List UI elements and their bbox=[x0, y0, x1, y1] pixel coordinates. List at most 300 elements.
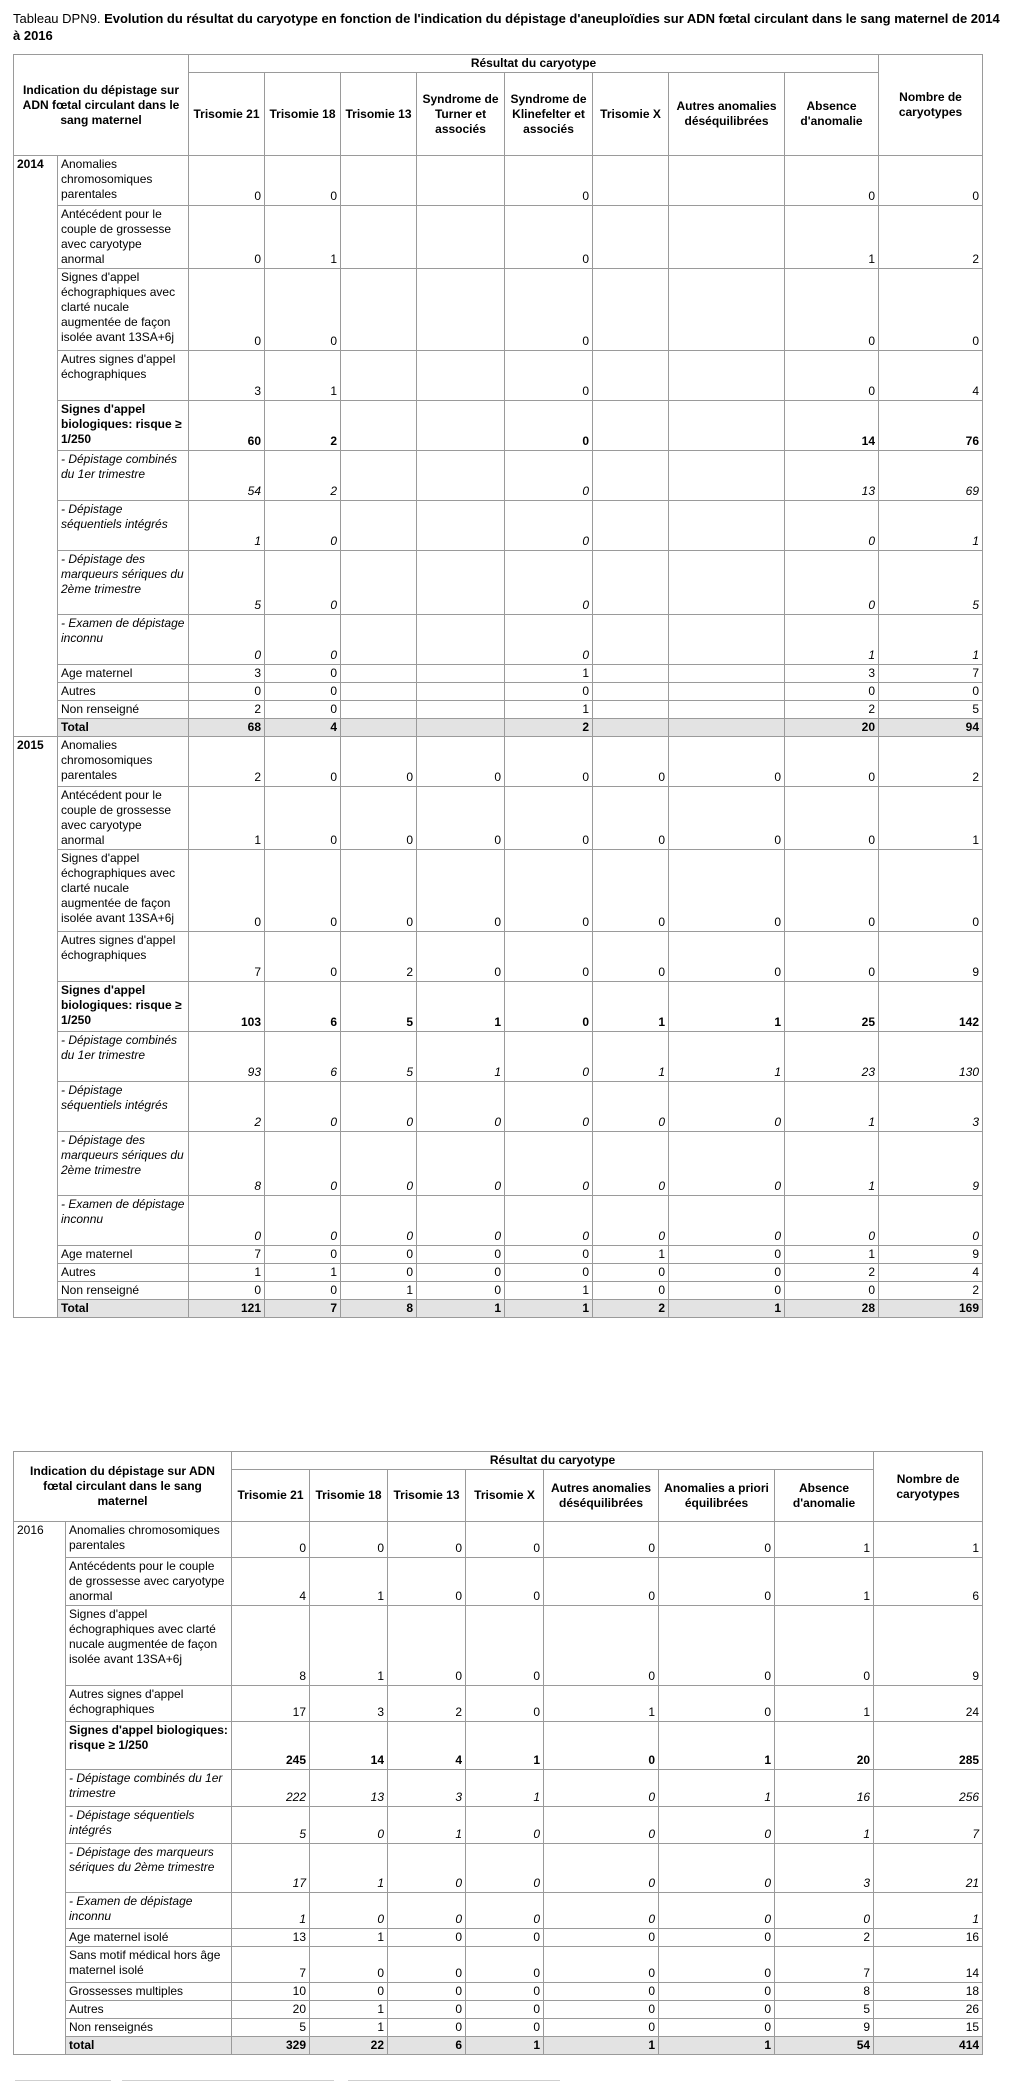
indication-label: Autres bbox=[58, 683, 189, 701]
value-cell: 0 bbox=[388, 1893, 466, 1929]
column-header: Syndrome de Klinefelter et associés bbox=[505, 73, 593, 156]
value-cell: 1 bbox=[310, 1929, 388, 1947]
value-cell: 0 bbox=[544, 1558, 659, 1606]
value-cell: 0 bbox=[189, 850, 265, 932]
row-total-cell: 3 bbox=[879, 1082, 983, 1132]
value-cell: 0 bbox=[669, 737, 785, 787]
value-cell: 0 bbox=[417, 850, 505, 932]
value-cell: 2 bbox=[775, 1929, 874, 1947]
value-cell: 0 bbox=[785, 737, 879, 787]
value-cell: 0 bbox=[669, 1196, 785, 1246]
table-row bbox=[14, 1282, 983, 1300]
row-total-cell: 9 bbox=[874, 1606, 983, 1686]
value-cell bbox=[593, 401, 669, 451]
value-cell: 1 bbox=[310, 2001, 388, 2019]
value-cell: 0 bbox=[417, 787, 505, 850]
row-total-cell: 414 bbox=[874, 2037, 983, 2055]
caption-label: Tableau DPN9. bbox=[13, 11, 101, 26]
value-cell: 0 bbox=[505, 1246, 593, 1264]
row-total-cell: 18 bbox=[874, 1983, 983, 2001]
indication-label: Anomalies chromosomiques parentales bbox=[66, 1522, 232, 1558]
value-cell: 0 bbox=[593, 1082, 669, 1132]
value-cell bbox=[341, 206, 417, 269]
table-row bbox=[14, 501, 983, 551]
value-cell bbox=[593, 615, 669, 665]
row-total-cell: 15 bbox=[874, 2019, 983, 2037]
value-cell: 0 bbox=[544, 2001, 659, 2019]
value-cell: 0 bbox=[341, 1132, 417, 1196]
value-cell: 1 bbox=[659, 2037, 775, 2055]
row-total-cell: 21 bbox=[874, 1844, 983, 1893]
column-header: Trisomie 18 bbox=[265, 73, 341, 156]
indication-label: - Dépistage des marqueurs sériques du 2ème trimestre bbox=[58, 1132, 189, 1196]
table-row bbox=[14, 1844, 983, 1893]
indication-label: Signes d'appel échographiques avec clarté nucale augmentée de façon isolée avant 13SA+6j bbox=[66, 1606, 232, 1686]
indication-label: - Examen de dépistage inconnu bbox=[58, 615, 189, 665]
row-total-cell: 256 bbox=[874, 1770, 983, 1807]
value-cell: 0 bbox=[388, 1929, 466, 1947]
value-cell: 0 bbox=[505, 1196, 593, 1246]
column-header: Autres anomalies déséquilibrées bbox=[669, 73, 785, 156]
value-cell: 0 bbox=[466, 1983, 544, 2001]
value-cell bbox=[593, 501, 669, 551]
value-cell: 16 bbox=[775, 1770, 874, 1807]
value-cell: 60 bbox=[189, 401, 265, 451]
table-row bbox=[14, 1686, 983, 1722]
indication-header: Indication du dépistage sur ADN fœtal circulant dans le sang maternel bbox=[14, 1452, 232, 1522]
value-cell: 1 bbox=[669, 1032, 785, 1082]
row-total-cell: 0 bbox=[879, 156, 983, 206]
table-row bbox=[14, 401, 983, 451]
row-total-cell: 0 bbox=[879, 1196, 983, 1246]
year-cell: 2014 bbox=[14, 156, 58, 737]
value-cell: 0 bbox=[544, 1606, 659, 1686]
value-cell: 0 bbox=[466, 1893, 544, 1929]
value-cell: 0 bbox=[388, 1558, 466, 1606]
value-cell: 2 bbox=[189, 1082, 265, 1132]
value-cell bbox=[417, 683, 505, 701]
value-cell: 1 bbox=[466, 2037, 544, 2055]
value-cell: 0 bbox=[593, 1282, 669, 1300]
value-cell: 0 bbox=[785, 501, 879, 551]
value-cell: 0 bbox=[417, 1282, 505, 1300]
indication-label: Anomalies chromosomiques parentales bbox=[58, 156, 189, 206]
value-cell bbox=[417, 206, 505, 269]
value-cell bbox=[341, 269, 417, 351]
row-total-cell: 1 bbox=[879, 787, 983, 850]
value-cell: 0 bbox=[669, 1132, 785, 1196]
footer-divider bbox=[348, 2080, 560, 2081]
table-row bbox=[14, 351, 983, 401]
value-cell: 2 bbox=[189, 701, 265, 719]
value-cell: 2 bbox=[388, 1686, 466, 1722]
indication-label: - Dépistage séquentiels intégrés bbox=[66, 1807, 232, 1844]
value-cell: 0 bbox=[310, 1983, 388, 2001]
row-total-cell: 0 bbox=[879, 269, 983, 351]
value-cell: 0 bbox=[544, 1770, 659, 1807]
value-cell: 1 bbox=[593, 1032, 669, 1082]
indication-label: Total bbox=[58, 719, 189, 737]
table-row bbox=[14, 1082, 983, 1132]
value-cell: 1 bbox=[593, 982, 669, 1032]
value-cell: 14 bbox=[785, 401, 879, 451]
value-cell: 0 bbox=[466, 1686, 544, 1722]
value-cell: 0 bbox=[189, 615, 265, 665]
value-cell bbox=[341, 551, 417, 615]
value-cell: 0 bbox=[505, 932, 593, 982]
value-cell: 0 bbox=[265, 932, 341, 982]
row-total-cell: 7 bbox=[879, 665, 983, 683]
table-row bbox=[14, 615, 983, 665]
column-header: Trisomie X bbox=[466, 1470, 544, 1522]
row-total-cell: 9 bbox=[879, 932, 983, 982]
value-cell: 10 bbox=[232, 1983, 310, 2001]
table-row bbox=[14, 1196, 983, 1246]
column-header: Trisomie 21 bbox=[232, 1470, 310, 1522]
value-cell: 0 bbox=[669, 1082, 785, 1132]
row-total-cell: 1 bbox=[879, 501, 983, 551]
value-cell bbox=[593, 351, 669, 401]
value-cell: 1 bbox=[785, 1246, 879, 1264]
indication-label: - Dépistage des marqueurs sériques du 2ème trimestre bbox=[58, 551, 189, 615]
value-cell: 0 bbox=[505, 1132, 593, 1196]
value-cell: 54 bbox=[775, 2037, 874, 2055]
value-cell: 1 bbox=[505, 1282, 593, 1300]
row-total-cell: 69 bbox=[879, 451, 983, 501]
value-cell: 13 bbox=[785, 451, 879, 501]
row-total-cell: 76 bbox=[879, 401, 983, 451]
value-cell: 0 bbox=[544, 1929, 659, 1947]
value-cell bbox=[669, 551, 785, 615]
value-cell: 1 bbox=[775, 1558, 874, 1606]
value-cell: 0 bbox=[417, 1264, 505, 1282]
indication-label: Anomalies chromosomiques parentales bbox=[58, 737, 189, 787]
value-cell: 0 bbox=[388, 1947, 466, 1983]
value-cell: 0 bbox=[785, 787, 879, 850]
value-cell: 1 bbox=[466, 1770, 544, 1807]
value-cell: 0 bbox=[265, 1246, 341, 1264]
table-row bbox=[14, 2001, 983, 2019]
value-cell: 1 bbox=[659, 1722, 775, 1770]
value-cell: 0 bbox=[544, 1722, 659, 1770]
karyotype-table-2014-2015 bbox=[13, 54, 983, 1318]
value-cell: 1 bbox=[417, 982, 505, 1032]
value-cell: 6 bbox=[388, 2037, 466, 2055]
value-cell: 0 bbox=[544, 1947, 659, 1983]
indication-label: Autres signes d'appel échographiques bbox=[66, 1686, 232, 1722]
value-cell: 0 bbox=[265, 501, 341, 551]
value-cell: 0 bbox=[189, 156, 265, 206]
row-total-cell: 130 bbox=[879, 1032, 983, 1082]
value-cell: 3 bbox=[388, 1770, 466, 1807]
value-cell: 0 bbox=[466, 1522, 544, 1558]
value-cell: 4 bbox=[388, 1722, 466, 1770]
value-cell: 329 bbox=[232, 2037, 310, 2055]
value-cell: 0 bbox=[265, 1132, 341, 1196]
value-cell: 0 bbox=[417, 737, 505, 787]
value-cell: 0 bbox=[593, 850, 669, 932]
value-cell: 1 bbox=[189, 501, 265, 551]
value-cell bbox=[669, 351, 785, 401]
value-cell: 0 bbox=[189, 269, 265, 351]
value-cell bbox=[593, 451, 669, 501]
value-cell: 0 bbox=[544, 1807, 659, 1844]
row-total-cell: 142 bbox=[879, 982, 983, 1032]
value-cell: 4 bbox=[265, 719, 341, 737]
row-total-cell: 9 bbox=[879, 1246, 983, 1264]
row-total-cell: 169 bbox=[879, 1300, 983, 1318]
value-cell: 1 bbox=[505, 665, 593, 683]
value-cell: 13 bbox=[232, 1929, 310, 1947]
value-cell: 0 bbox=[659, 1929, 775, 1947]
value-cell: 7 bbox=[265, 1300, 341, 1318]
table-row bbox=[14, 156, 983, 206]
row-total-cell: 2 bbox=[879, 1282, 983, 1300]
year-cell: 2015 bbox=[14, 737, 58, 1318]
value-cell: 0 bbox=[505, 982, 593, 1032]
value-cell: 0 bbox=[466, 2001, 544, 2019]
row-total-cell: 2 bbox=[879, 737, 983, 787]
value-cell: 0 bbox=[785, 683, 879, 701]
column-header: Syndrome de Turner et associés bbox=[417, 73, 505, 156]
value-cell: 0 bbox=[544, 2019, 659, 2037]
table-row bbox=[14, 1558, 983, 1606]
value-cell: 2 bbox=[505, 719, 593, 737]
value-cell: 22 bbox=[310, 2037, 388, 2055]
karyotype-table-2016 bbox=[13, 1451, 983, 2055]
value-cell: 1 bbox=[310, 1844, 388, 1893]
value-cell: 0 bbox=[265, 615, 341, 665]
value-cell bbox=[669, 451, 785, 501]
indication-label: Autres bbox=[58, 1264, 189, 1282]
value-cell: 3 bbox=[189, 351, 265, 401]
value-cell: 2 bbox=[593, 1300, 669, 1318]
table-row bbox=[14, 701, 983, 719]
value-cell: 0 bbox=[593, 737, 669, 787]
value-cell: 5 bbox=[189, 551, 265, 615]
value-cell: 2 bbox=[265, 401, 341, 451]
value-cell: 0 bbox=[775, 1606, 874, 1686]
value-cell bbox=[669, 615, 785, 665]
value-cell: 0 bbox=[593, 1264, 669, 1282]
value-cell: 1 bbox=[341, 1282, 417, 1300]
table-row bbox=[14, 683, 983, 701]
column-header: Absence d'anomalie bbox=[775, 1470, 874, 1522]
table-row bbox=[14, 1606, 983, 1686]
value-cell: 0 bbox=[505, 156, 593, 206]
value-cell: 0 bbox=[310, 1893, 388, 1929]
value-cell: 1 bbox=[310, 1606, 388, 1686]
indication-label: Antécédent pour le couple de grossesse avec caryotype anormal bbox=[58, 787, 189, 850]
table-row bbox=[14, 551, 983, 615]
value-cell: 1 bbox=[189, 787, 265, 850]
value-cell: 0 bbox=[232, 1522, 310, 1558]
value-cell: 5 bbox=[232, 1807, 310, 1844]
indication-label: Antécédents pour le couple de grossesse avec caryotype anormal bbox=[66, 1558, 232, 1606]
value-cell: 0 bbox=[785, 850, 879, 932]
value-cell: 7 bbox=[189, 1246, 265, 1264]
table-row bbox=[14, 1983, 983, 2001]
value-cell: 0 bbox=[669, 932, 785, 982]
value-cell: 3 bbox=[189, 665, 265, 683]
value-cell: 20 bbox=[775, 1722, 874, 1770]
value-cell: 0 bbox=[593, 1196, 669, 1246]
value-cell: 0 bbox=[341, 850, 417, 932]
value-cell bbox=[417, 665, 505, 683]
indication-label: Non renseigné bbox=[58, 701, 189, 719]
value-cell: 2 bbox=[341, 932, 417, 982]
table-row bbox=[14, 1807, 983, 1844]
value-cell: 0 bbox=[659, 1522, 775, 1558]
value-cell bbox=[593, 701, 669, 719]
value-cell bbox=[669, 156, 785, 206]
value-cell: 0 bbox=[659, 1807, 775, 1844]
value-cell bbox=[669, 683, 785, 701]
value-cell: 0 bbox=[505, 351, 593, 401]
value-cell: 1 bbox=[775, 1522, 874, 1558]
indication-label: Autres signes d'appel échographiques bbox=[58, 932, 189, 982]
value-cell bbox=[593, 719, 669, 737]
value-cell: 3 bbox=[310, 1686, 388, 1722]
row-total-cell: 2 bbox=[879, 206, 983, 269]
row-total-cell: 285 bbox=[874, 1722, 983, 1770]
value-cell: 9 bbox=[775, 2019, 874, 2037]
value-cell: 6 bbox=[265, 982, 341, 1032]
value-cell: 0 bbox=[341, 737, 417, 787]
table-row bbox=[14, 2019, 983, 2037]
value-cell: 68 bbox=[189, 719, 265, 737]
value-cell: 0 bbox=[265, 701, 341, 719]
value-cell: 20 bbox=[785, 719, 879, 737]
value-cell bbox=[593, 683, 669, 701]
value-cell: 0 bbox=[785, 351, 879, 401]
value-cell bbox=[593, 665, 669, 683]
value-cell: 1 bbox=[785, 206, 879, 269]
table-row bbox=[14, 1032, 983, 1082]
column-header: Trisomie 13 bbox=[341, 73, 417, 156]
value-cell: 0 bbox=[388, 1522, 466, 1558]
indication-header: Indication du dépistage sur ADN fœtal circulant dans le sang maternel bbox=[14, 55, 189, 156]
value-cell: 0 bbox=[310, 1807, 388, 1844]
indication-label: total bbox=[66, 2037, 232, 2055]
value-cell: 0 bbox=[189, 1196, 265, 1246]
value-cell bbox=[417, 701, 505, 719]
table-row bbox=[14, 1947, 983, 1983]
row-total-cell: 4 bbox=[879, 351, 983, 401]
value-cell: 1 bbox=[417, 1032, 505, 1082]
value-cell: 0 bbox=[669, 850, 785, 932]
column-header: Absence d'anomalie bbox=[785, 73, 879, 156]
row-total-cell: 5 bbox=[879, 551, 983, 615]
table-row bbox=[14, 1929, 983, 1947]
value-cell: 0 bbox=[544, 1844, 659, 1893]
row-total-cell: 14 bbox=[874, 1947, 983, 1983]
value-cell: 6 bbox=[265, 1032, 341, 1082]
value-cell: 0 bbox=[466, 2019, 544, 2037]
value-cell: 5 bbox=[341, 982, 417, 1032]
indication-label: - Dépistage des marqueurs sériques du 2ème trimestre bbox=[66, 1844, 232, 1893]
value-cell: 0 bbox=[659, 1893, 775, 1929]
table-row bbox=[14, 1522, 983, 1558]
row-total-cell: 94 bbox=[879, 719, 983, 737]
table-row bbox=[14, 206, 983, 269]
value-cell: 5 bbox=[341, 1032, 417, 1082]
value-cell bbox=[341, 501, 417, 551]
value-cell: 0 bbox=[593, 1132, 669, 1196]
value-cell bbox=[417, 269, 505, 351]
value-cell: 0 bbox=[505, 551, 593, 615]
value-cell: 17 bbox=[232, 1844, 310, 1893]
row-total-cell: 7 bbox=[874, 1807, 983, 1844]
value-cell: 1 bbox=[775, 1807, 874, 1844]
value-cell: 0 bbox=[659, 1947, 775, 1983]
value-cell bbox=[417, 156, 505, 206]
indication-label: Signes d'appel échographiques avec clarté nucale augmentée de façon isolée avant 13SA+6j bbox=[58, 269, 189, 351]
value-cell: 25 bbox=[785, 982, 879, 1032]
value-cell: 1 bbox=[232, 1893, 310, 1929]
value-cell: 54 bbox=[189, 451, 265, 501]
value-cell: 0 bbox=[659, 2019, 775, 2037]
value-cell: 0 bbox=[341, 1082, 417, 1132]
value-cell: 0 bbox=[505, 683, 593, 701]
value-cell: 0 bbox=[466, 1947, 544, 1983]
value-cell: 0 bbox=[417, 1196, 505, 1246]
value-cell: 0 bbox=[388, 1606, 466, 1686]
value-cell bbox=[341, 683, 417, 701]
total-row bbox=[14, 1300, 983, 1318]
value-cell: 2 bbox=[265, 451, 341, 501]
value-cell bbox=[417, 401, 505, 451]
value-cell: 8 bbox=[232, 1606, 310, 1686]
value-cell bbox=[417, 719, 505, 737]
value-cell: 0 bbox=[341, 1264, 417, 1282]
value-cell: 0 bbox=[659, 1686, 775, 1722]
table-row bbox=[14, 1893, 983, 1929]
value-cell bbox=[669, 701, 785, 719]
value-cell: 13 bbox=[310, 1770, 388, 1807]
value-cell: 1 bbox=[593, 1246, 669, 1264]
value-cell: 1 bbox=[265, 1264, 341, 1282]
value-cell bbox=[417, 551, 505, 615]
value-cell: 17 bbox=[232, 1686, 310, 1722]
value-cell: 0 bbox=[505, 850, 593, 932]
value-cell: 0 bbox=[265, 850, 341, 932]
row-total-cell: 5 bbox=[879, 701, 983, 719]
value-cell: 0 bbox=[265, 665, 341, 683]
value-cell: 1 bbox=[659, 1770, 775, 1807]
value-cell: 0 bbox=[341, 787, 417, 850]
value-cell: 0 bbox=[669, 787, 785, 850]
value-cell bbox=[341, 615, 417, 665]
value-cell: 0 bbox=[659, 2001, 775, 2019]
indication-label: - Dépistage séquentiels intégrés bbox=[58, 501, 189, 551]
total-row bbox=[14, 719, 983, 737]
value-cell: 14 bbox=[310, 1722, 388, 1770]
value-cell: 0 bbox=[505, 269, 593, 351]
value-cell: 0 bbox=[265, 683, 341, 701]
value-cell: 1 bbox=[310, 1558, 388, 1606]
value-cell: 0 bbox=[417, 1246, 505, 1264]
value-cell: 0 bbox=[341, 1246, 417, 1264]
table-row bbox=[14, 1132, 983, 1196]
value-cell bbox=[593, 551, 669, 615]
column-header: Anomalies a priori équilibrées bbox=[659, 1470, 775, 1522]
value-cell: 0 bbox=[785, 1196, 879, 1246]
footer-divider bbox=[122, 2080, 334, 2081]
indication-label: Signes d'appel échographiques avec clarté nucale augmentée de façon isolée avant 13SA+6j bbox=[58, 850, 189, 932]
value-cell: 0 bbox=[659, 1844, 775, 1893]
result-group-header: Résultat du caryotype bbox=[189, 55, 879, 73]
